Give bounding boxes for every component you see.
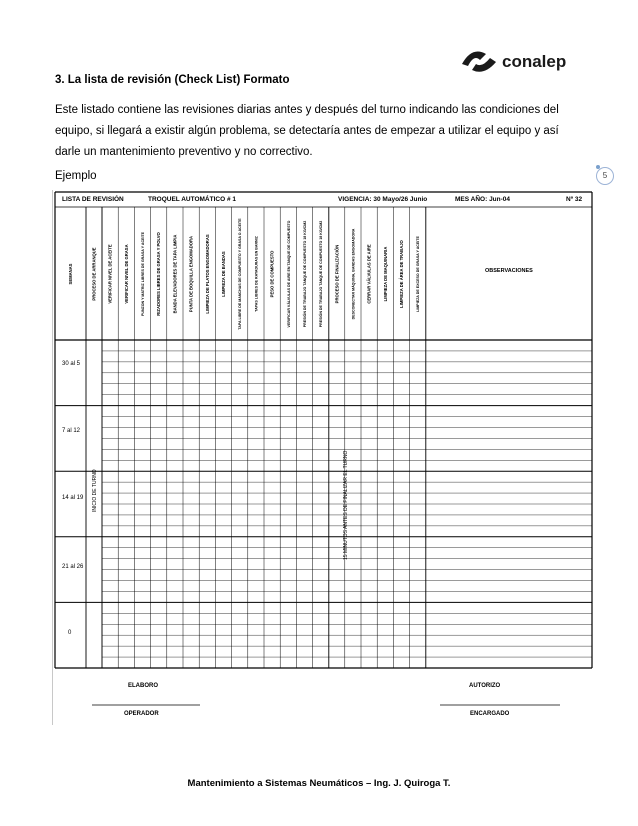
check-column-header: PUNTA DE BOQUILLA ENGOMADORA — [188, 235, 194, 313]
check-column-header: TAPAS LIBRES DE RAYADURAS EN BARNIZ — [254, 236, 259, 312]
form-numero: Nº 32 — [566, 196, 583, 203]
fin-turno-label: 15 MINUTOS ANTES DE FINALIZAR EL TURNO — [343, 450, 349, 560]
check-column-header: PUNZON Y MATRIZ LIBRES DE GRASA Y ACEITE — [141, 231, 145, 317]
form-title: LISTA DE REVISIÓN — [62, 196, 124, 203]
check-column-header: PROCESO DE ARRANQUE — [91, 247, 97, 301]
form-vigencia: VIGENCIA: 30 Mayo/26 Junio — [338, 196, 428, 203]
check-column-header: LIMPIEZA DE PLATOS ENGOMADORAS — [204, 234, 210, 314]
week-label: 30 al 5 — [62, 361, 81, 367]
inicio-turno-label: INICIO DE TURNO — [92, 469, 98, 512]
check-column-header: BANDA ELEVADORES DE TAPA LIMPIA — [172, 234, 178, 314]
check-column-header: TAPA LIBRE DE MANCHAS DE COMPUESTO Y GRASA O ACEITE — [238, 218, 243, 330]
check-column-header: LIMPIEZA DE BANDAS — [221, 251, 226, 297]
check-column-header: RIZADORES LIBRES DE GRASA Y POLVO — [156, 232, 162, 316]
check-column-header: DESCONECTAR MÁQUINA, BANDAS ENGOMADORA — [351, 228, 356, 320]
check-column-header: PESO DE COMPUESTO — [269, 250, 275, 298]
section-heading: 3. La lista de revisión (Check List) Formato — [55, 74, 290, 86]
form-machine: TROQUEL AUTOMÁTICO # 1 — [148, 196, 236, 203]
week-label: 7 al 12 — [62, 428, 81, 434]
form-mes: MES AÑO: Jun-04 — [455, 196, 511, 203]
week-label: 0 — [68, 630, 72, 636]
form-column-labels — [68, 218, 533, 330]
check-column-header: PRESIÓN DE TRABAJO TANQUE DE COMPUESTO 18 KG/CM2 — [319, 220, 324, 328]
check-column-header: PRESIÓN DE TRABAJO TANQUE DE COMPUESTO 18 KG/CM2 — [303, 220, 307, 328]
page-number-badge: 5 — [596, 167, 614, 185]
week-label: 21 al 26 — [62, 564, 84, 570]
logo-text: conalep — [502, 52, 567, 71]
example-label: Ejemplo — [55, 170, 97, 182]
operador-label: OPERADOR — [124, 711, 159, 717]
check-column-header: VERIFICAR NIVEL DE GRASA — [123, 244, 129, 304]
semanas-header: SEMANAS — [68, 263, 73, 285]
paragraph-line: equipo, si llegará a existir algún problema, se detectaría antes de empezar a utilizar el equipo y así — [55, 125, 559, 137]
week-label: 14 al 19 — [62, 495, 84, 501]
check-column-header: PROCESO DE FINALIZACIÓN — [334, 244, 340, 304]
paragraph-line: Este listado contiene las revisiones diarias antes y después del turno indicando las condiciones del — [55, 104, 559, 116]
paragraph-line: darle un mantenimiento preventivo y no correctivo. — [55, 146, 313, 158]
check-column-header: LIMPIEZA DE EXCESO DE GRASA Y ACEITE — [416, 236, 421, 312]
check-column-header: LIMPIEZA DE ÁREA DE TRABAJO — [399, 240, 404, 308]
check-column-header: VERIFICAR VÁLVULAS DE AIRE EN TANQUE DE COMPUESTO — [286, 220, 291, 328]
observaciones-header: OBSERVACIONES — [485, 268, 533, 274]
form-grid — [55, 192, 592, 668]
page-footer: Mantenimiento a Sistemas Neumáticos – Ing. J. Quiroga T. — [187, 778, 451, 789]
check-column-header: LIMPIEZA DE MAQUINARIA — [382, 246, 388, 302]
autorizo-label: AUTORIZO — [469, 683, 501, 689]
check-column-header: VERIFICAR NIVEL DE ACEITE — [107, 244, 113, 304]
encargado-label: ENCARGADO — [470, 711, 510, 717]
elaboro-label: ELABORO — [128, 683, 158, 689]
check-column-header: CERRAR VÁLVULAS DE AIRE — [366, 244, 372, 304]
